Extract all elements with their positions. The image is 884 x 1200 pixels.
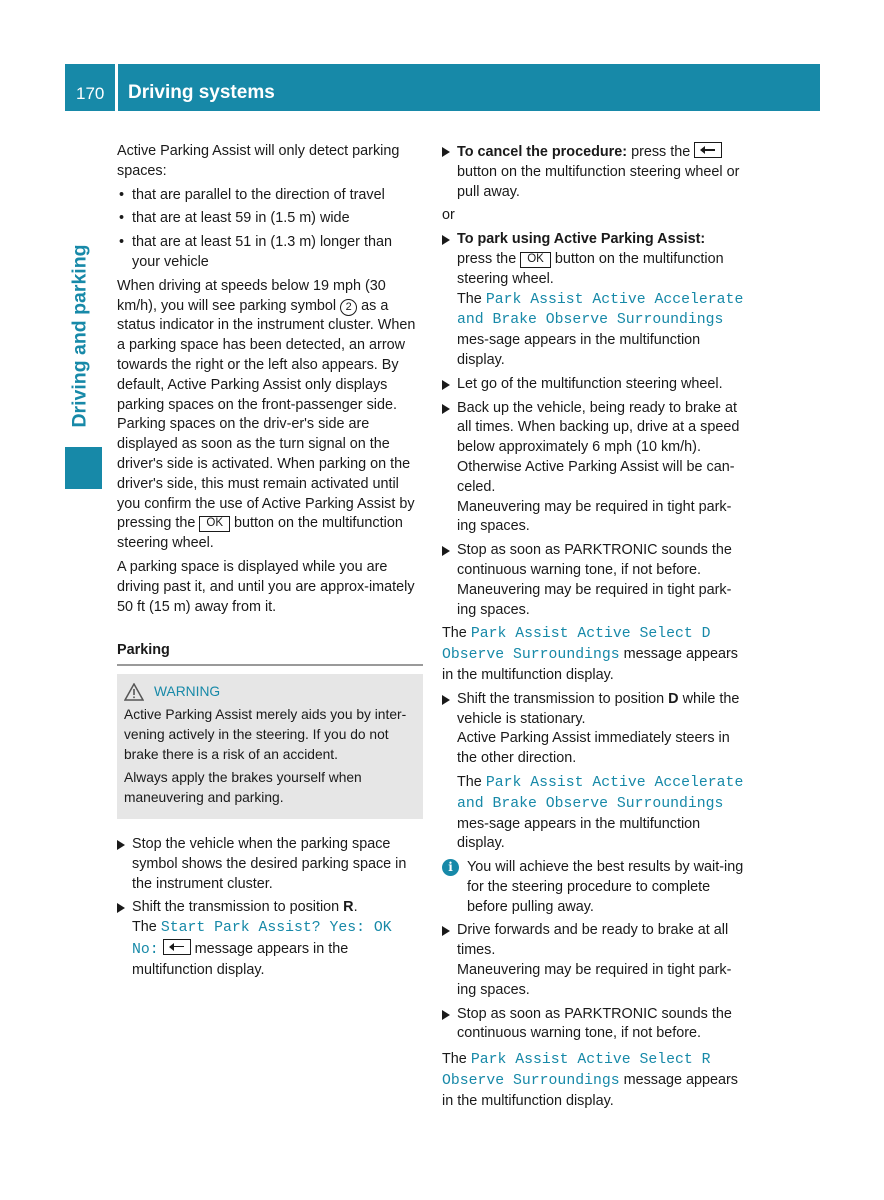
back-icon xyxy=(694,142,722,158)
step-text: button on the multifunction steering wheel. xyxy=(457,250,724,287)
step-text: Let go of the multifunction steering wheel. xyxy=(457,375,723,392)
step-subparagraph xyxy=(457,773,748,854)
step-item xyxy=(442,375,748,395)
display-message: Park Assist Active Accelerate and Brake Observe Surroundings xyxy=(457,774,744,812)
warning-title xyxy=(124,682,416,702)
paragraph-text: message appears in the multifunction display. xyxy=(442,646,738,683)
ok-key: OK xyxy=(520,252,551,268)
step-text: while the vehicle is stationary. xyxy=(457,690,740,727)
step-text: Shift the transmission to position xyxy=(457,690,665,707)
step-item xyxy=(442,690,748,854)
step-item: Shift the transmission to position R. The Start Park Assist? Yes: OK No: message appears in the multifunction display. xyxy=(117,898,423,980)
paragraph-text: The xyxy=(442,1051,467,1068)
display-message: Park Assist Active Accelerate and Brake Observe Surroundings xyxy=(457,291,744,329)
step-arrow-icon xyxy=(117,840,125,850)
step-arrow-icon xyxy=(442,235,450,245)
step-text: The xyxy=(132,919,157,936)
step-text: Maneuvering may be required in tight park-ing spaces. xyxy=(457,581,732,618)
header-separator xyxy=(115,64,118,111)
step-arrow-icon xyxy=(442,1010,450,1020)
section-tab xyxy=(65,447,102,489)
or-text: or xyxy=(442,207,455,224)
section-label: Driving and parking xyxy=(68,244,91,428)
display-message: Park Assist Active Select D Observe Surroundings xyxy=(442,626,711,664)
warning-text: Always apply the brakes yourself when maneuvering and parking. xyxy=(124,770,362,806)
paragraph-text: When driving at speeds below 19 mph (30 km/h), you will see parking symbol xyxy=(117,277,386,314)
step-arrow-icon xyxy=(442,380,450,390)
step-text: Stop as soon as PARKTRONIC sounds the continuous warning tone, if not before. xyxy=(457,1005,732,1042)
right-column xyxy=(442,142,748,1116)
step-heading: To park using Active Parking Assist: xyxy=(457,231,706,248)
parking-symbol-number: 2 xyxy=(340,299,357,316)
result-paragraph xyxy=(442,1050,748,1111)
left-column xyxy=(117,142,423,984)
gear-position: R xyxy=(343,899,354,916)
display-message: Start Park Assist? Yes: OK No: xyxy=(132,920,392,958)
step-text: Stop as soon as PARKTRONIC sounds the continuous warning tone, if not before. xyxy=(457,542,732,578)
step-text: The xyxy=(457,773,482,790)
step-text: button on the multifunction steering wheel or pull away. xyxy=(457,163,740,200)
info-note xyxy=(442,858,748,917)
step-text: Drive forwards and be ready to brake at all times. xyxy=(457,922,729,959)
step-arrow-icon xyxy=(442,546,450,556)
step-arrow-icon xyxy=(117,903,125,913)
list-item: • that are at least 59 in (1.5 m) wide xyxy=(117,209,423,229)
step-text: mes-sage appears in the multifunction display. xyxy=(457,332,701,368)
gear-position: D xyxy=(668,690,679,707)
step-item xyxy=(442,1005,748,1045)
paragraph-text: as a status indicator in the instrument cluster. When a parking space has been detected, an arrow towards the right or the left also appears. By default, Active Parking Assist only displays parking spaces on the front-passenger side. Parking spaces on the driv-er's side are displayed as soon as the turn signal on the driver's side is activated. When parking on the driver's side, this must remain activated until you confirm the use of Active Parking Assist by pressing the xyxy=(117,297,416,532)
paragraph-text: message appears in the multifunction display. xyxy=(442,1072,738,1109)
warning-triangle-icon xyxy=(124,683,144,701)
parking-heading: Parking xyxy=(117,641,423,666)
info-text: You will achieve the best results by wait-ing for the steering procedure to complete before pulling away. xyxy=(467,859,744,915)
paragraph-text: The xyxy=(442,625,467,642)
step-item xyxy=(442,541,748,620)
display-message: Park Assist Active Select R Observe Surroundings xyxy=(442,1052,711,1090)
step-text: press the xyxy=(631,144,691,160)
step-item xyxy=(442,921,748,1000)
step-text: Stop the vehicle when the parking space symbol shows the desired parking space in the instrument cluster. xyxy=(132,835,407,892)
step-item xyxy=(442,230,748,371)
step-text: message appears in the multifunction display. xyxy=(132,940,349,978)
intro-text: Active Parking Assist will only detect parking spaces: xyxy=(117,143,400,179)
page-number: 170 xyxy=(76,84,105,103)
step-item xyxy=(117,835,423,894)
step-arrow-icon xyxy=(442,695,450,705)
step-text: Maneuvering may be required in tight park-ing spaces. xyxy=(457,498,732,535)
step-text: Active Parking Assist immediately steers in the other direction. xyxy=(457,730,730,767)
step-text: Maneuvering may be required in tight park-ing spaces. xyxy=(457,962,732,998)
result-paragraph xyxy=(442,624,748,685)
warning-title-text: WARNING xyxy=(154,684,221,700)
ok-key: OK xyxy=(199,516,230,532)
back-icon xyxy=(163,939,191,955)
warning-box xyxy=(117,674,423,819)
header-bar xyxy=(65,64,820,111)
page-title: Driving systems xyxy=(128,82,275,103)
list-item: • that are parallel to the direction of travel xyxy=(117,186,423,206)
warning-text: Active Parking Assist merely aids you by inter-vening actively in the steering. If you do not brake there is a risk of an accident. xyxy=(124,706,407,762)
step-item xyxy=(442,142,748,202)
step-text: Back up the vehicle, being ready to brake at all times. When backing up, drive at a speed below approximately 6 mph (10 km/h). Otherwise Active Parking Assist will be can-celed. xyxy=(457,399,740,495)
step-item xyxy=(442,399,748,538)
step-arrow-icon xyxy=(442,926,450,936)
detection-paragraph xyxy=(117,277,423,554)
display-paragraph: A parking space is displayed while you are driving past it, and until you are approx-imately 50 ft (15 m) away from it. xyxy=(117,558,415,615)
step-text: mes-sage appears in the multifunction display. xyxy=(457,815,701,852)
paragraph-text: button on the multifunction steering wheel. xyxy=(117,515,403,552)
step-text: press the xyxy=(457,250,517,267)
info-icon: i xyxy=(442,859,459,876)
step-text: Shift the transmission to position xyxy=(132,899,340,916)
step-heading: To cancel the procedure: xyxy=(457,144,628,160)
step-arrow-icon xyxy=(442,404,450,414)
step-text: The xyxy=(457,290,482,307)
list-item: • that are at least 51 in (1.3 m) longer than your vehicle xyxy=(117,233,423,273)
step-arrow-icon xyxy=(442,147,450,157)
